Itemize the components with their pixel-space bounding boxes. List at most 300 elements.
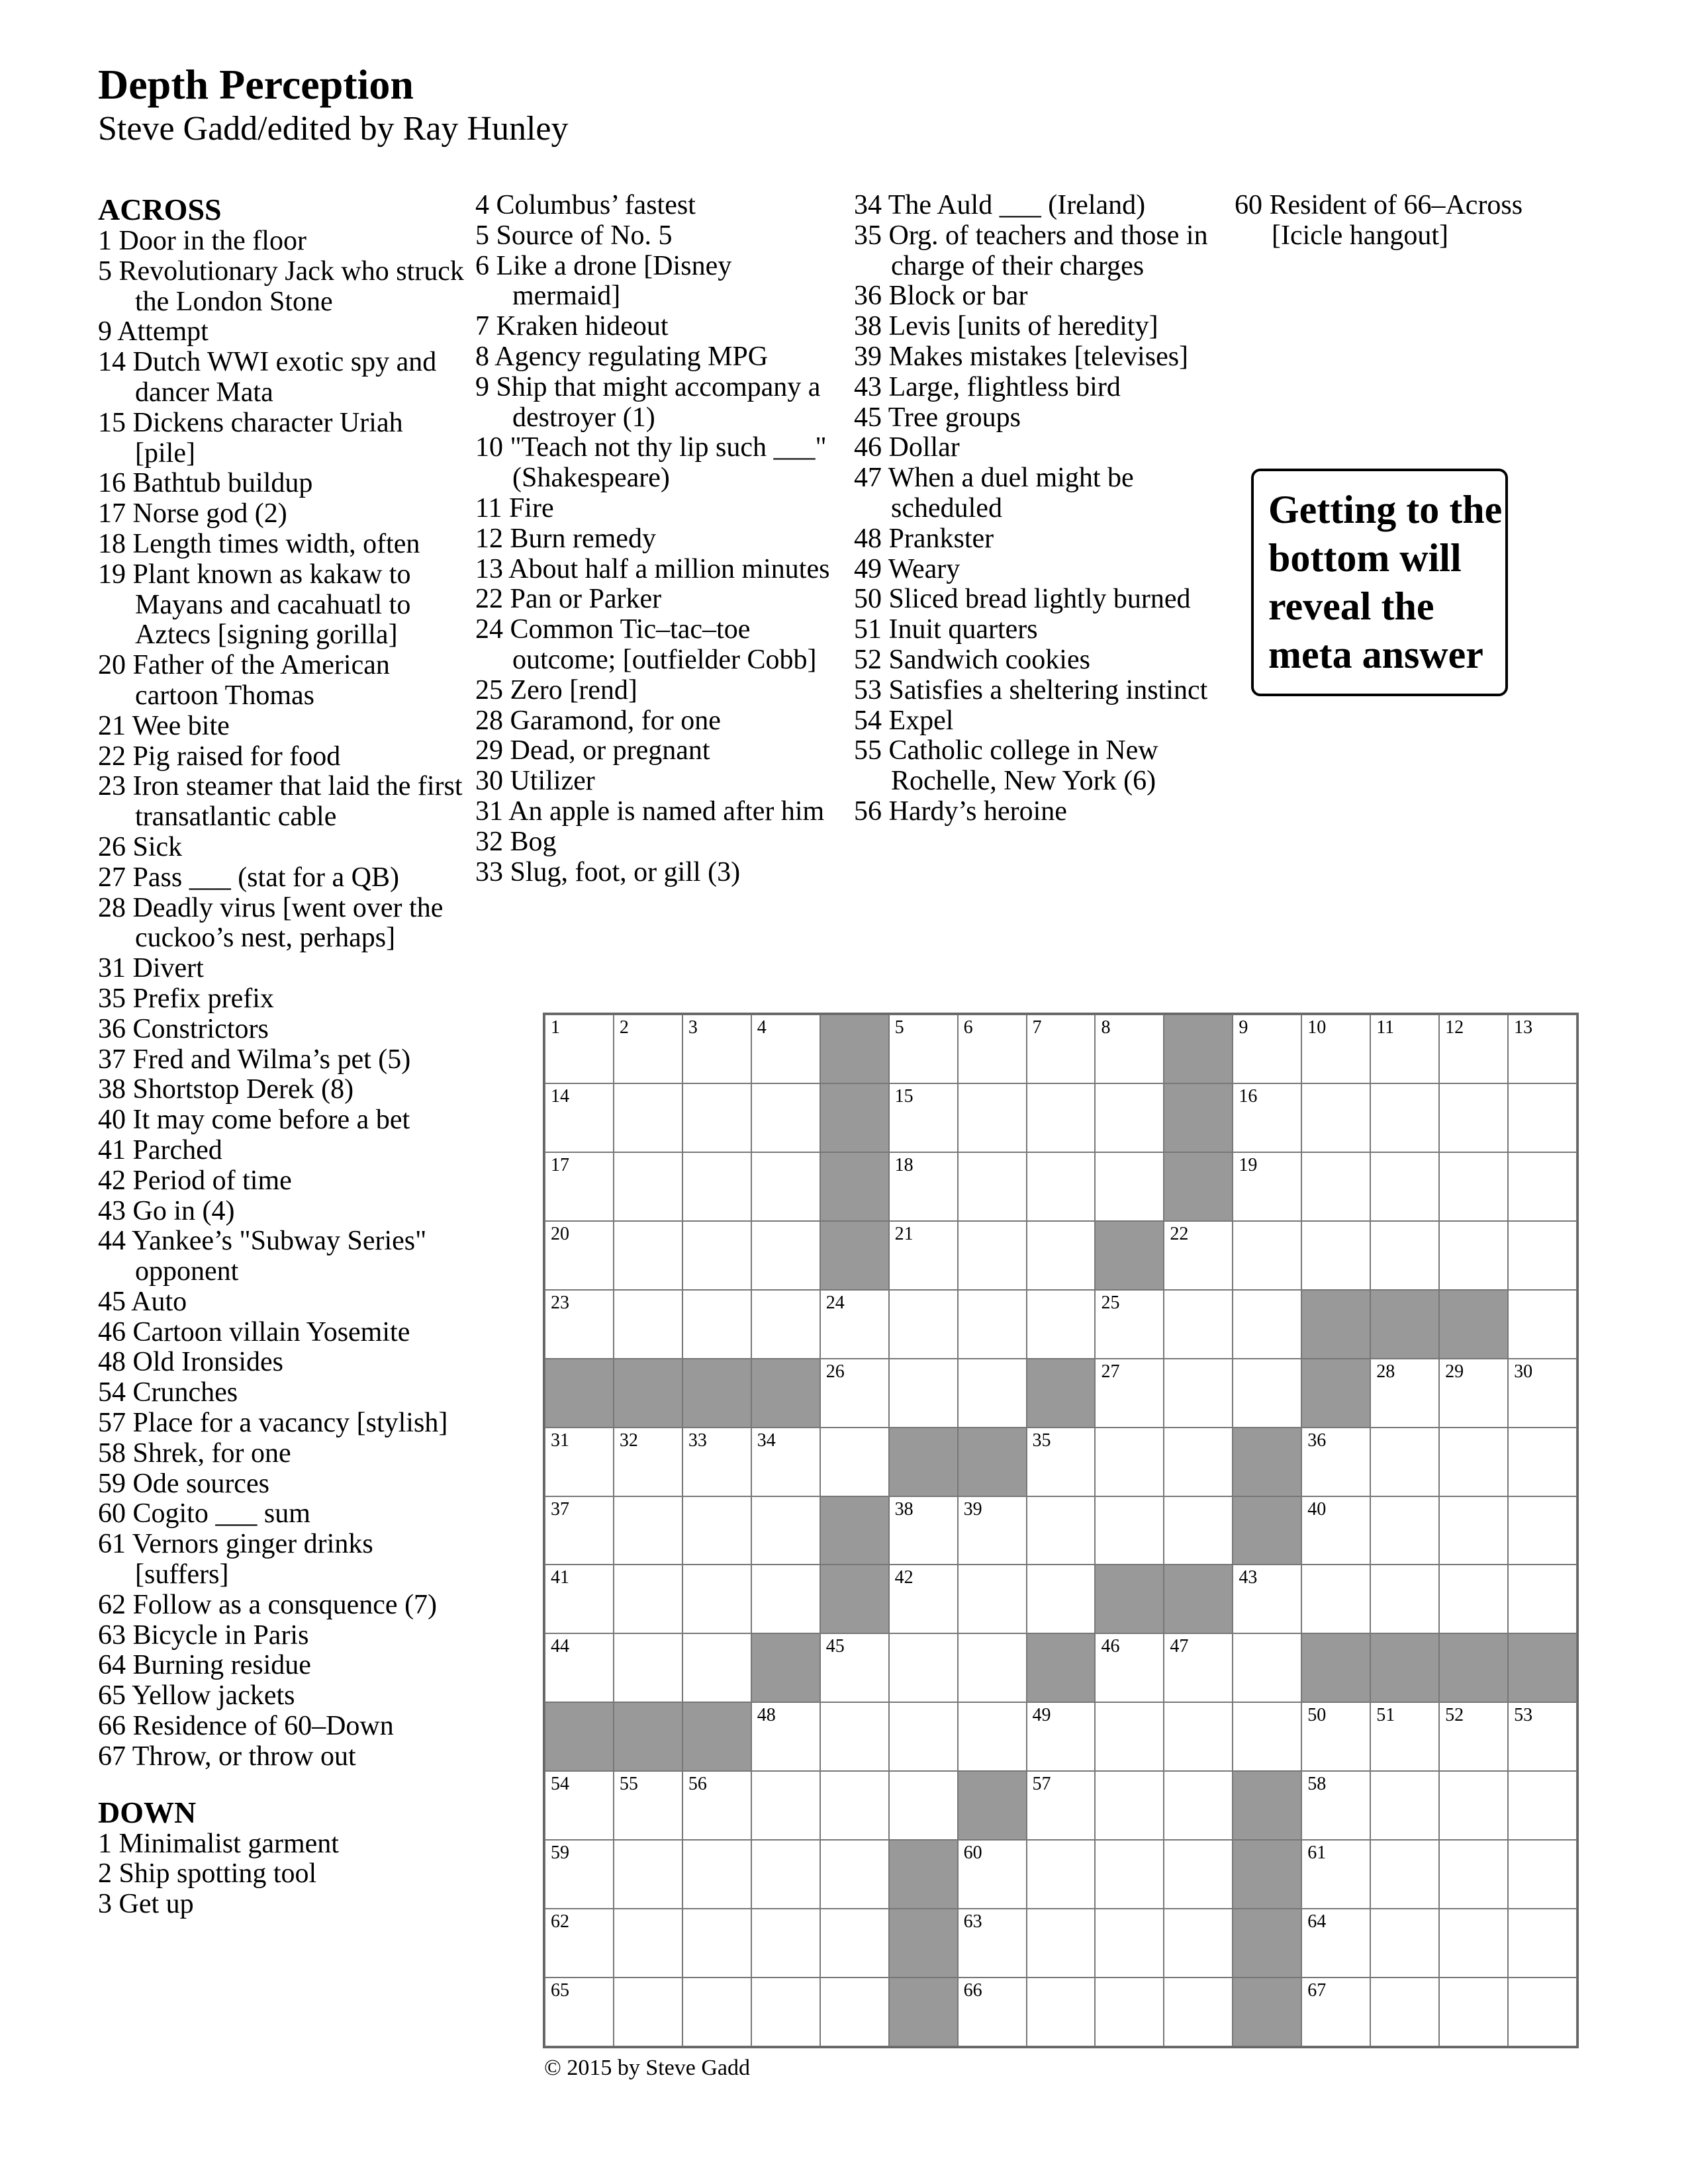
grid-cell[interactable] xyxy=(545,1015,614,1083)
grid-cell[interactable] xyxy=(1095,1496,1164,1565)
grid-cell[interactable] xyxy=(1164,1428,1233,1496)
grid-cell[interactable] xyxy=(958,1909,1027,1978)
cell-number: 29 xyxy=(1445,1361,1464,1382)
cell-number: 7 xyxy=(1032,1017,1042,1038)
grid-cell[interactable] xyxy=(614,1428,682,1496)
grid-cell[interactable] xyxy=(1508,1702,1577,1771)
grid-cell[interactable] xyxy=(1164,1978,1233,2046)
clue: 47 When a duel might be scheduled xyxy=(854,463,1134,523)
grid-cell[interactable] xyxy=(1301,1221,1370,1290)
grid-cell[interactable] xyxy=(1508,1083,1577,1152)
cell-number: 1 xyxy=(551,1017,560,1038)
grid-cell[interactable] xyxy=(1508,1152,1577,1221)
clue: 30 Utilizer xyxy=(475,766,595,797)
grid-cell[interactable] xyxy=(820,1290,889,1359)
grid-cell[interactable] xyxy=(1164,1290,1233,1359)
grid-cell[interactable] xyxy=(1027,1083,1096,1152)
grid-cell[interactable] xyxy=(1164,1702,1233,1771)
grid-cell[interactable] xyxy=(1027,1152,1096,1221)
block-cell xyxy=(1233,1978,1301,2046)
grid-cell[interactable] xyxy=(751,1771,820,1840)
grid-cell[interactable] xyxy=(1095,1840,1164,1909)
grid-cell[interactable] xyxy=(1439,1909,1508,1978)
grid-cell[interactable] xyxy=(958,1496,1027,1565)
grid-cell[interactable] xyxy=(545,1221,614,1290)
grid-cell[interactable] xyxy=(1233,1015,1301,1083)
grid-cell[interactable] xyxy=(1508,1840,1577,1909)
cell-number: 35 xyxy=(1032,1430,1051,1451)
grid-cell[interactable] xyxy=(1233,1083,1301,1152)
grid-cell[interactable] xyxy=(1095,1152,1164,1221)
block-cell xyxy=(545,1702,614,1771)
block-cell xyxy=(1164,1152,1233,1221)
grid-cell[interactable] xyxy=(1370,1359,1439,1428)
block-cell xyxy=(751,1359,820,1428)
clue: 43 Large, flightless bird xyxy=(854,371,1121,402)
cell-number: 30 xyxy=(1514,1361,1533,1382)
puzzle-title: Depth Perception xyxy=(98,61,414,108)
crossword-grid xyxy=(543,1013,1579,2048)
grid-cell[interactable] xyxy=(1095,1909,1164,1978)
cell-number: 25 xyxy=(1101,1292,1120,1313)
cell-number: 44 xyxy=(551,1636,569,1657)
grid-cell[interactable] xyxy=(751,1702,820,1771)
cell-number: 61 xyxy=(1307,1843,1327,1864)
grid-cell[interactable] xyxy=(1233,1221,1301,1290)
clue: 44 Yankee’s "Subway Series" opponent xyxy=(98,1226,427,1287)
clue: 60 Resident of 66–Across [Icicle hangout] xyxy=(1235,190,1523,251)
grid-cell[interactable] xyxy=(1027,1221,1096,1290)
grid-cell[interactable] xyxy=(958,1633,1027,1702)
grid-cell[interactable] xyxy=(1508,1909,1577,1978)
cell-number: 3 xyxy=(688,1017,698,1038)
cell-number: 57 xyxy=(1032,1774,1051,1795)
grid-cell[interactable] xyxy=(1370,1083,1439,1152)
clue: 17 Norse god (2) xyxy=(98,498,287,529)
grid-cell[interactable] xyxy=(682,1496,751,1565)
grid-cell[interactable] xyxy=(1027,1702,1096,1771)
grid-cell[interactable] xyxy=(682,1565,751,1633)
block-cell xyxy=(889,1428,958,1496)
grid-cell[interactable] xyxy=(1164,1909,1233,1978)
grid-cell[interactable] xyxy=(958,1083,1027,1152)
block-cell xyxy=(1370,1290,1439,1359)
grid-cell[interactable] xyxy=(1095,1771,1164,1840)
clue: 43 Go in (4) xyxy=(98,1195,235,1226)
grid-cell[interactable] xyxy=(1027,1290,1096,1359)
grid-cell[interactable] xyxy=(545,1840,614,1909)
grid-cell[interactable] xyxy=(545,1290,614,1359)
block-cell xyxy=(820,1015,889,1083)
grid-cell[interactable] xyxy=(1370,1428,1439,1496)
clue: 27 Pass ___ (stat for a QB) xyxy=(98,862,399,893)
grid-cell[interactable] xyxy=(820,1978,889,2046)
block-cell xyxy=(1439,1633,1508,1702)
grid-cell[interactable] xyxy=(545,1083,614,1152)
grid-cell[interactable] xyxy=(958,1015,1027,1083)
grid-cell[interactable] xyxy=(682,1083,751,1152)
grid-cell[interactable] xyxy=(1164,1359,1233,1428)
block-cell xyxy=(545,1359,614,1428)
clue: 67 Throw, or throw out xyxy=(98,1741,356,1772)
clue: 9 Attempt xyxy=(98,316,209,347)
grid-cell[interactable] xyxy=(751,1496,820,1565)
grid-cell[interactable] xyxy=(889,1083,958,1152)
grid-cell[interactable] xyxy=(614,1771,682,1840)
clue: 25 Zero [rend] xyxy=(475,674,637,705)
block-cell xyxy=(820,1565,889,1633)
cell-number: 64 xyxy=(1307,1911,1327,1933)
grid-cell[interactable] xyxy=(682,1633,751,1702)
grid-cell[interactable] xyxy=(545,1496,614,1565)
cell-number: 39 xyxy=(963,1498,982,1520)
grid-cell[interactable] xyxy=(545,1978,614,2046)
cell-number: 21 xyxy=(894,1223,914,1244)
block-cell xyxy=(682,1702,751,1771)
clue: 60 Cogito ___ sum xyxy=(98,1498,310,1529)
grid-cell[interactable] xyxy=(958,1290,1027,1359)
grid-cell[interactable] xyxy=(614,1496,682,1565)
grid-cell[interactable] xyxy=(889,1015,958,1083)
block-cell xyxy=(1095,1221,1164,1290)
grid-cell[interactable] xyxy=(1439,1428,1508,1496)
grid-cell[interactable] xyxy=(751,1565,820,1633)
grid-cell[interactable] xyxy=(1301,1496,1370,1565)
clue: 4 Columbus’ fastest xyxy=(475,190,696,220)
grid-cell[interactable] xyxy=(889,1221,958,1290)
grid-cell[interactable] xyxy=(1095,1083,1164,1152)
block-cell xyxy=(958,1771,1027,1840)
grid-cell[interactable] xyxy=(751,1840,820,1909)
clue: 8 Agency regulating MPG xyxy=(475,341,769,372)
cell-number: 16 xyxy=(1239,1085,1258,1107)
clue: 50 Sliced bread lightly burned xyxy=(854,584,1191,615)
grid-cell[interactable] xyxy=(545,1633,614,1702)
grid-cell[interactable] xyxy=(1095,1428,1164,1496)
cell-number: 63 xyxy=(963,1911,982,1933)
grid-cell[interactable] xyxy=(820,1771,889,1840)
grid-cell[interactable] xyxy=(1370,1221,1439,1290)
grid-cell[interactable] xyxy=(889,1359,958,1428)
grid-cell[interactable] xyxy=(1439,1978,1508,2046)
grid-cell[interactable] xyxy=(1508,1015,1577,1083)
grid-cell[interactable] xyxy=(1027,1015,1096,1083)
cell-number: 54 xyxy=(551,1774,569,1795)
grid-cell[interactable] xyxy=(1370,1015,1439,1083)
cell-number: 66 xyxy=(963,1980,982,2001)
grid-cell[interactable] xyxy=(1370,1152,1439,1221)
clue: 1 Door in the floor xyxy=(98,226,306,256)
grid-cell[interactable] xyxy=(1439,1152,1508,1221)
grid-cell[interactable] xyxy=(614,1083,682,1152)
grid-cell[interactable] xyxy=(1439,1771,1508,1840)
block-cell xyxy=(751,1633,820,1702)
grid-cell[interactable] xyxy=(751,1290,820,1359)
grid-cell[interactable] xyxy=(958,1152,1027,1221)
grid-cell[interactable] xyxy=(614,1909,682,1978)
grid-cell[interactable] xyxy=(1301,1771,1370,1840)
grid-cell[interactable] xyxy=(682,1428,751,1496)
block-cell xyxy=(614,1702,682,1771)
grid-cell[interactable] xyxy=(614,1840,682,1909)
grid-cell[interactable] xyxy=(1508,1290,1577,1359)
grid-cell[interactable] xyxy=(751,1428,820,1496)
grid-cell[interactable] xyxy=(1508,1359,1577,1428)
grid-cell[interactable] xyxy=(1301,1978,1370,2046)
grid-cell[interactable] xyxy=(1439,1083,1508,1152)
grid-cell[interactable] xyxy=(820,1702,889,1771)
clue: 31 An apple is named after him xyxy=(475,796,825,827)
grid-cell[interactable] xyxy=(1095,1359,1164,1428)
grid-cell[interactable] xyxy=(1508,1428,1577,1496)
cell-number: 48 xyxy=(757,1705,776,1726)
grid-cell[interactable] xyxy=(1370,1565,1439,1633)
grid-cell[interactable] xyxy=(1027,1978,1096,2046)
grid-cell[interactable] xyxy=(1508,1496,1577,1565)
grid-cell[interactable] xyxy=(614,1221,682,1290)
grid-cell[interactable] xyxy=(1301,1909,1370,1978)
block-cell xyxy=(1027,1359,1096,1428)
grid-cell[interactable] xyxy=(1508,1565,1577,1633)
block-cell xyxy=(889,1909,958,1978)
grid-cell[interactable] xyxy=(1370,1840,1439,1909)
grid-cell[interactable] xyxy=(889,1496,958,1565)
clue: 37 Fred and Wilma’s pet (5) xyxy=(98,1044,411,1075)
grid-cell[interactable] xyxy=(1027,1496,1096,1565)
grid-cell[interactable] xyxy=(545,1428,614,1496)
cell-number: 31 xyxy=(551,1430,569,1451)
cell-number: 15 xyxy=(894,1085,914,1107)
grid-cell[interactable] xyxy=(682,1152,751,1221)
grid-cell[interactable] xyxy=(1508,1221,1577,1290)
clue: 63 Bicycle in Paris xyxy=(98,1619,309,1651)
cell-number: 8 xyxy=(1101,1017,1111,1038)
grid-cell[interactable] xyxy=(614,1978,682,2046)
grid-cell[interactable] xyxy=(1095,1978,1164,2046)
grid-cell[interactable] xyxy=(958,1565,1027,1633)
grid-cell[interactable] xyxy=(545,1152,614,1221)
grid-cell[interactable] xyxy=(1370,1702,1439,1771)
grid-cell[interactable] xyxy=(1164,1633,1233,1702)
clue: 41 Parched xyxy=(98,1134,222,1165)
grid-cell[interactable] xyxy=(751,1909,820,1978)
grid-cell[interactable] xyxy=(1233,1290,1301,1359)
grid-cell[interactable] xyxy=(889,1633,958,1702)
grid-cell[interactable] xyxy=(1301,1702,1370,1771)
clue: 65 Yellow jackets xyxy=(98,1680,295,1711)
grid-cell[interactable] xyxy=(545,1909,614,1978)
grid-cell[interactable] xyxy=(1439,1840,1508,1909)
grid-cell[interactable] xyxy=(1233,1702,1301,1771)
grid-cell[interactable] xyxy=(751,1083,820,1152)
clue: 54 Crunches xyxy=(98,1377,238,1408)
grid-cell[interactable] xyxy=(1439,1496,1508,1565)
block-cell xyxy=(1233,1496,1301,1565)
cell-number: 20 xyxy=(551,1223,569,1244)
clue: 49 Weary xyxy=(854,553,961,584)
clue: 45 Auto xyxy=(98,1286,187,1317)
grid-cell[interactable] xyxy=(1301,1152,1370,1221)
block-cell xyxy=(1233,1909,1301,1978)
grid-cell[interactable] xyxy=(1164,1771,1233,1840)
grid-cell[interactable] xyxy=(1095,1015,1164,1083)
clue: 57 Place for a vacancy [stylish] xyxy=(98,1408,448,1439)
grid-cell[interactable] xyxy=(682,1290,751,1359)
cell-number: 47 xyxy=(1170,1636,1189,1657)
down-clue-list-2 xyxy=(475,191,836,887)
clue: 10 "Teach not thy lip such ___" (Shakespeare) xyxy=(475,432,827,494)
clue: 22 Pig raised for food xyxy=(98,741,341,772)
grid-cell[interactable] xyxy=(1301,1083,1370,1152)
down-clue-list-1 xyxy=(98,1829,469,1920)
grid-cell[interactable] xyxy=(1027,1771,1096,1840)
cell-number: 51 xyxy=(1376,1705,1395,1726)
cell-number: 33 xyxy=(688,1430,707,1451)
grid-cell[interactable] xyxy=(1439,1221,1508,1290)
clue: 1 Minimalist garment xyxy=(98,1828,339,1859)
grid-cell[interactable] xyxy=(820,1909,889,1978)
cell-number: 67 xyxy=(1307,1980,1327,2001)
grid-cell[interactable] xyxy=(1370,1496,1439,1565)
clue: 26 Sick xyxy=(98,831,183,862)
clue: 33 Slug, foot, or gill (3) xyxy=(475,856,741,887)
grid-cell[interactable] xyxy=(820,1633,889,1702)
grid-cell[interactable] xyxy=(1095,1702,1164,1771)
grid-cell[interactable] xyxy=(889,1290,958,1359)
cell-number: 24 xyxy=(825,1292,845,1313)
across-clue-list xyxy=(98,226,469,1772)
block-cell xyxy=(1301,1290,1370,1359)
grid-cell[interactable] xyxy=(1233,1152,1301,1221)
clue: 39 Makes mistakes [televises] xyxy=(854,341,1189,372)
grid-cell[interactable] xyxy=(1439,1359,1508,1428)
grid-cell[interactable] xyxy=(614,1633,682,1702)
grid-cell[interactable] xyxy=(1027,1909,1096,1978)
block-cell xyxy=(889,1840,958,1909)
clue: 58 Shrek, for one xyxy=(98,1437,291,1469)
grid-cell[interactable] xyxy=(751,1978,820,2046)
grid-cell[interactable] xyxy=(1164,1840,1233,1909)
grid-cell[interactable] xyxy=(751,1152,820,1221)
block-cell xyxy=(614,1359,682,1428)
cell-number: 22 xyxy=(1170,1223,1189,1244)
clue: 35 Org. of teachers and those in charge of their charges xyxy=(854,220,1208,281)
block-cell xyxy=(1370,1633,1439,1702)
clue-column-2 xyxy=(475,191,836,887)
grid-cell[interactable] xyxy=(958,1702,1027,1771)
grid-cell[interactable] xyxy=(1439,1015,1508,1083)
clue: 6 Like a drone [Disney mermaid] xyxy=(475,250,732,312)
grid-cell[interactable] xyxy=(1164,1496,1233,1565)
grid-cell[interactable] xyxy=(958,1978,1027,2046)
grid-cell[interactable] xyxy=(820,1359,889,1428)
clue: 38 Levis [units of heredity] xyxy=(854,311,1158,342)
grid-cell[interactable] xyxy=(682,1978,751,2046)
grid-cell[interactable] xyxy=(820,1428,889,1496)
grid-cell[interactable] xyxy=(1301,1565,1370,1633)
grid-cell[interactable] xyxy=(682,1909,751,1978)
clue: 9 Ship that might accompany a destroyer (1) xyxy=(475,371,821,433)
grid-cell[interactable] xyxy=(614,1290,682,1359)
clue: 48 Prankster xyxy=(854,523,994,554)
block-cell xyxy=(1233,1840,1301,1909)
grid-cell[interactable] xyxy=(1233,1359,1301,1428)
clue: 66 Residence of 60–Down xyxy=(98,1711,394,1742)
cell-number: 32 xyxy=(619,1430,638,1451)
grid-cell[interactable] xyxy=(958,1840,1027,1909)
grid-cell[interactable] xyxy=(614,1015,682,1083)
grid-cell[interactable] xyxy=(1233,1633,1301,1702)
clue: 18 Length times width, often xyxy=(98,528,420,559)
grid-cell[interactable] xyxy=(1370,1978,1439,2046)
clue: 56 Hardy’s heroine xyxy=(854,796,1067,827)
puzzle-byline: Steve Gadd/edited by Ray Hunley xyxy=(98,110,569,148)
grid-cell[interactable] xyxy=(1027,1840,1096,1909)
grid-cell[interactable] xyxy=(545,1565,614,1633)
grid-cell[interactable] xyxy=(682,1221,751,1290)
grid-cell[interactable] xyxy=(682,1015,751,1083)
grid-cell[interactable] xyxy=(1164,1221,1233,1290)
grid-cell[interactable] xyxy=(820,1840,889,1909)
grid-cell[interactable] xyxy=(958,1221,1027,1290)
cell-number: 2 xyxy=(619,1017,629,1038)
cell-number: 42 xyxy=(894,1567,914,1588)
grid-cell[interactable] xyxy=(682,1771,751,1840)
grid-cell[interactable] xyxy=(1439,1702,1508,1771)
grid-cell[interactable] xyxy=(1095,1290,1164,1359)
grid-cell[interactable] xyxy=(1370,1771,1439,1840)
cell-number: 17 xyxy=(551,1154,569,1175)
clue-column-4 xyxy=(1235,191,1579,251)
grid-cell[interactable] xyxy=(889,1152,958,1221)
grid-cell[interactable] xyxy=(889,1702,958,1771)
grid-cell[interactable] xyxy=(751,1015,820,1083)
grid-cell[interactable] xyxy=(1301,1840,1370,1909)
down-clue-list-4 xyxy=(1235,191,1579,251)
grid-cell[interactable] xyxy=(1370,1909,1439,1978)
clue: 46 Dollar xyxy=(854,432,960,463)
grid-cell[interactable] xyxy=(889,1565,958,1633)
clue: 35 Prefix prefix xyxy=(98,983,274,1014)
clue: 11 Fire xyxy=(475,492,554,523)
grid-cell[interactable] xyxy=(682,1840,751,1909)
grid-cell[interactable] xyxy=(614,1152,682,1221)
grid-cell[interactable] xyxy=(958,1359,1027,1428)
cell-number: 62 xyxy=(551,1911,569,1933)
block-cell xyxy=(1301,1359,1370,1428)
grid-cell[interactable] xyxy=(751,1221,820,1290)
grid-cell[interactable] xyxy=(1508,1978,1577,2046)
grid-cell[interactable] xyxy=(1027,1428,1096,1496)
block-cell xyxy=(1095,1565,1164,1633)
block-cell xyxy=(1439,1290,1508,1359)
block-cell xyxy=(1508,1633,1577,1702)
grid-cell[interactable] xyxy=(614,1565,682,1633)
grid-cell[interactable] xyxy=(545,1771,614,1840)
clue: 29 Dead, or pregnant xyxy=(475,735,710,766)
block-cell xyxy=(820,1152,889,1221)
grid-cell[interactable] xyxy=(1301,1428,1370,1496)
grid-cell[interactable] xyxy=(1027,1565,1096,1633)
grid-cell[interactable] xyxy=(889,1771,958,1840)
cell-number: 12 xyxy=(1445,1017,1464,1038)
cell-number: 49 xyxy=(1032,1705,1051,1726)
grid-cell[interactable] xyxy=(1095,1633,1164,1702)
grid-cell[interactable] xyxy=(1439,1565,1508,1633)
grid-cell[interactable] xyxy=(1233,1565,1301,1633)
grid-cell[interactable] xyxy=(1301,1015,1370,1083)
grid-cell[interactable] xyxy=(1508,1771,1577,1840)
